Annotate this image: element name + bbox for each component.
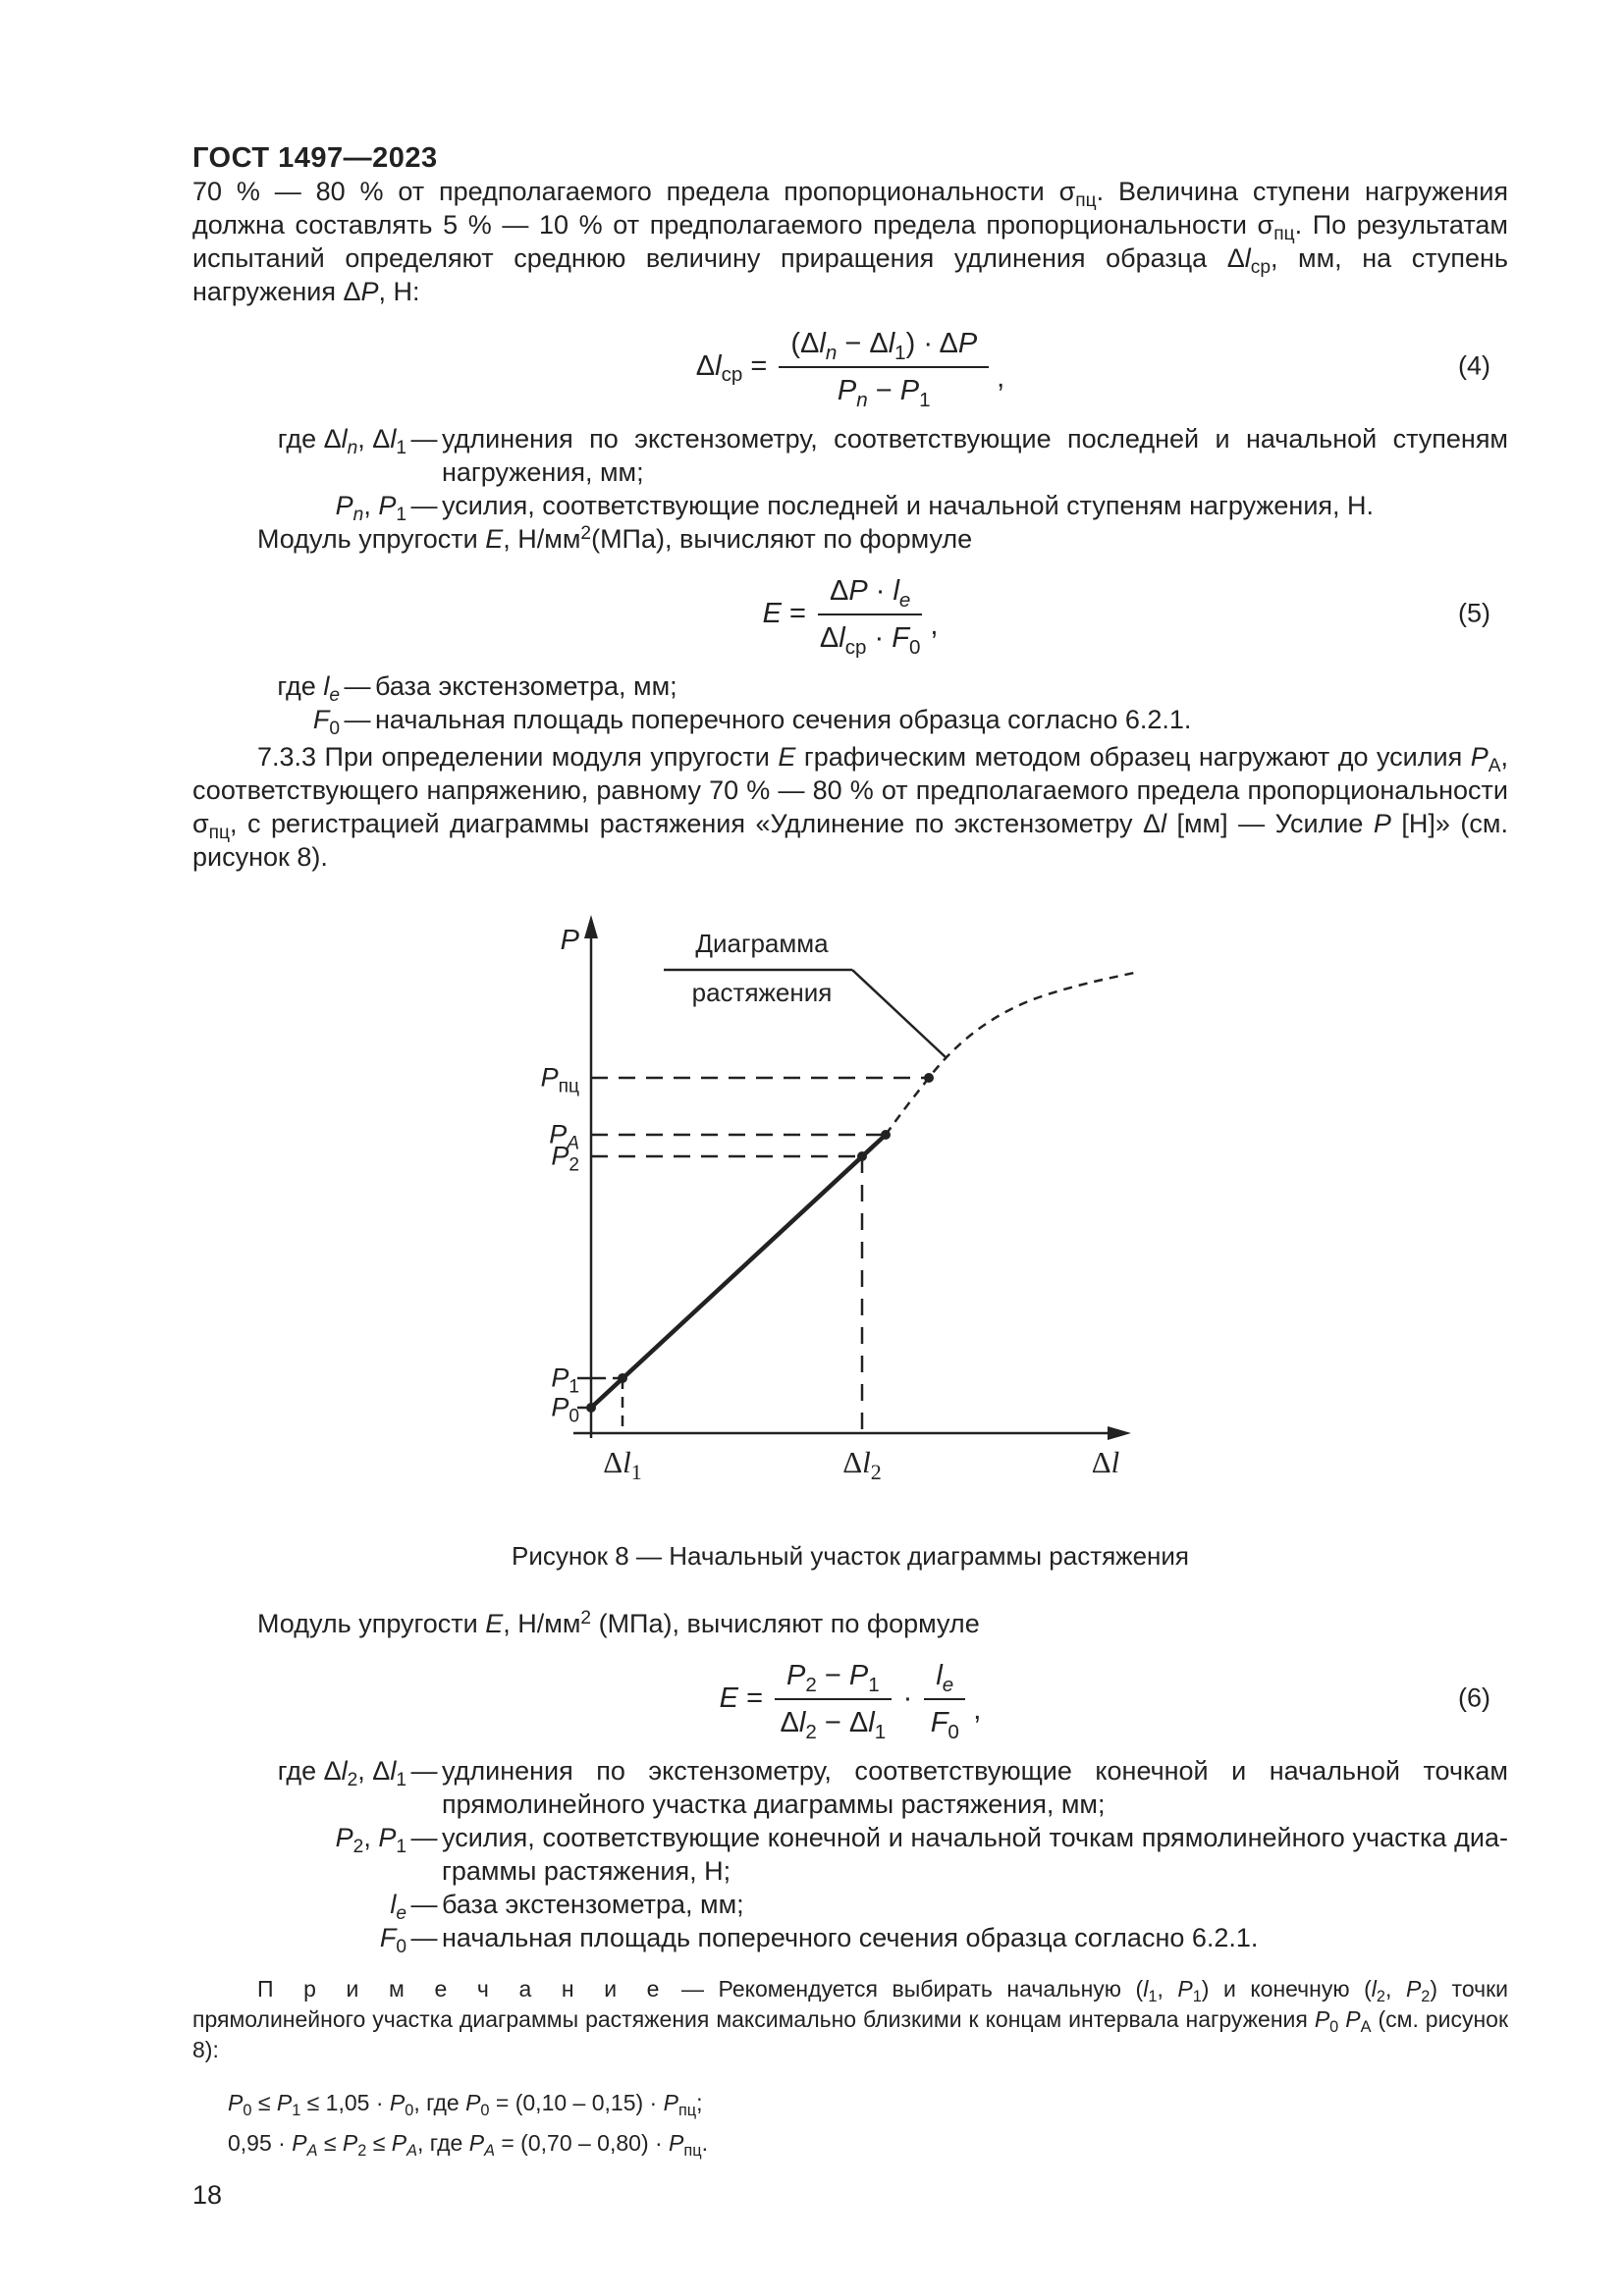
formula-4-denominator: $P_n - P_1$ [837,375,931,411]
definition-dash: — [410,1823,438,1852]
figure-8-diagram [516,903,1194,1510]
formula-5-fraction [818,571,922,659]
p-0-label: $P_0$ [551,1392,579,1427]
p-2-point [857,1151,867,1161]
y-axis-label: P [560,925,579,956]
formula-4-expression [695,324,1005,411]
formula-4 [192,324,1508,411]
definition-term: где $l_e$ [277,671,340,707]
definition-term: $F_0$ [379,1923,406,1958]
formula-6-f2-denominator: $F_0$ [930,1707,959,1743]
paragraph-modulus-2: Модуль упругости E, $Н/мм^2$ (МПа), вычисляют по формуле [257,1608,980,1638]
definition-dash: — [410,491,438,520]
formula-4-comma: , [997,361,1005,394]
note-body: — Рекомендуется выбирать начальную ($l_1$, $P_1$) и конечную ($l_2$, $P_2$) точки прямолинейного участка диаграммы растяжения максимально близкими к концам интервала нагружения $P_0$ $P_А$ (см. рисунок 8): [192,1976,1509,2062]
formula-5-numerator: $\Delta P \cdot l_e$ [818,571,922,615]
x-axis-arrow [1108,1426,1131,1440]
linear-segment [591,1135,886,1408]
formula-5-lhs: E = [762,597,806,629]
paragraph-intro: 70 % — 80 % от предполагаемого предела пропорциональности $\sigma_{пц}$. Величина ступени нагружения должна составлять 5 % — 10 % от предполагаемого предела пропорциональности $\sigma_{пц}$. По результатам испытаний определяют среднюю величину приращения удлинения образца $\Delta l_{ср}$, мм, на ступень нагружения ΔP, Н: [192,177,1508,306]
definition-desc: база экстензометра, мм; [375,671,677,701]
formula-6-expression [719,1656,982,1743]
definition-term: где $\Delta l_n$, $\Delta l_1$ [277,424,406,459]
paragraph-modulus-1: Модуль упругости E, $Н/мм^2(МПа)$, вычисляют по формуле [257,523,973,554]
x-axis-label: Δl [1091,1445,1120,1479]
tension-curve-dashed [886,972,1139,1135]
dl2-tick-label: $\Delta l_2$ [842,1445,882,1485]
callout-label-line1: Диаграмма [695,929,829,958]
formula-4-lhs: $\Delta l_{ср}$ = [695,349,768,387]
formula-4-numerator: $(\Delta l_n - \Delta l_1) \cdot \Delta P$ [779,324,989,368]
definition-desc: усилия, соответствующие конечной и начальной точкам прямолинейного участка диаграммы растяжения, Н; [442,1823,1508,1886]
definition-dash: — [410,424,438,454]
formula-4-number: (4) [1458,350,1490,381]
note-label: П р и м е ч а н и е [257,1976,668,2002]
definition-dash: — [410,1890,438,1919]
definitions-formula-6 [192,1754,1508,1958]
note-condition-1: $P_0 \le P_1 \le 1,05 \cdot P_0$, где $P_0 = (0,10 - 0,15) \cdot P_{пц}$; [228,2090,703,2120]
dl1-tick-label: $\Delta l_1$ [603,1445,642,1485]
definition-desc: удлинения по экстензометру, соответствующие последней и начальной ступеням нагружения, мм; [442,424,1508,487]
definition-desc: начальная площадь поперечного сечения образца согласно 6.2.1. [442,1923,1259,1952]
p-1-point [618,1373,627,1383]
definition-desc: усилия, соответствующие последней и начальной ступеням нагружения, Н. [442,491,1375,520]
definition-desc: база экстензометра, мм; [442,1890,744,1919]
formula-5-denominator: $\Delta l_{ср} \cdot F_0$ [819,622,921,659]
formula-6-f2-numerator: $l_e$ [924,1656,965,1700]
definition-term: $l_e$ [390,1890,406,1925]
definition-dash: — [410,1756,438,1786]
definition-desc: начальная площадь поперечного сечения образца согласно 6.2.1. [375,705,1192,734]
figure-caption: Рисунок 8 — Начальный участок диаграммы растяжения [512,1541,1189,1571]
definitions-formula-5 [192,669,1508,740]
note-condition-2: $0,95 \cdot P_A \le P_2 \le P_A$, где $P_A = (0,70 - 0,80) \cdot P_{пц}$. [228,2130,708,2161]
callout-leader-line [852,970,946,1057]
formula-6-comma: , [973,1693,982,1726]
formula-6-dot: · [902,1682,913,1714]
formula-6 [192,1656,1508,1743]
formula-5 [192,571,1508,659]
formula-5-number: (5) [1458,598,1490,628]
y-axis-arrow [584,915,598,938]
definition-term: $P_n$, $P_1$ [335,491,406,526]
page-number: 18 [192,2180,223,2210]
formula-6-number: (6) [1458,1682,1490,1713]
formula-6-f1-denominator: $\Delta l_2 - \Delta l_1$ [780,1707,887,1743]
definition-desc: удлинения по экстензометру, соответствующие конечной и начальной точкам прямолинейного участка диаграммы растяжения, мм; [442,1756,1508,1819]
p-a-point [881,1130,891,1140]
p-1-label: $P_1$ [551,1362,579,1398]
formula-5-expression [762,571,939,659]
formula-4-fraction [779,324,989,411]
definition-dash: — [344,705,371,734]
formula-5-comma: , [930,609,939,641]
definition-dash: — [410,1923,438,1952]
formula-6-lhs: E = [719,1682,764,1714]
p-a-label: $P_A$ [549,1119,579,1154]
p-pc-label: $P_{пц}$ [540,1062,579,1097]
p-2-label: $P_2$ [551,1141,579,1176]
formula-6-fraction-1 [775,1656,892,1743]
paragraph-733: 7.3.3 При определении модуля упругости E графическим методом образец нагружают до усилия $P_А$, соответствующего напряжению, равному 70 % — 80 % от предполагаемого предела пропорциональности $\sigma_{пц}$, с регистрацией диаграммы растяжения «Удлинение по экстензометру Δl [мм] — Усилие P [Н]» (см. рисунок 8). [192,742,1508,872]
definition-dash: — [344,671,371,701]
formula-6-fraction-2 [924,1656,965,1743]
formula-6-f1-numerator: $P_2 - P_1$ [775,1656,892,1700]
p-pc-point [924,1073,934,1083]
p-0-point [586,1403,596,1413]
note-paragraph [192,1974,1508,2065]
definition-term: $F_0$ [312,705,340,740]
callout-label-line2: растяжения [691,978,833,1007]
definition-term: $P_2$, $P_1$ [335,1823,406,1858]
definition-term: где $\Delta l_2$, $\Delta l_1$ [277,1756,406,1791]
page-header: ГОСТ 1497—2023 [192,142,438,174]
definitions-formula-4 [192,422,1508,526]
